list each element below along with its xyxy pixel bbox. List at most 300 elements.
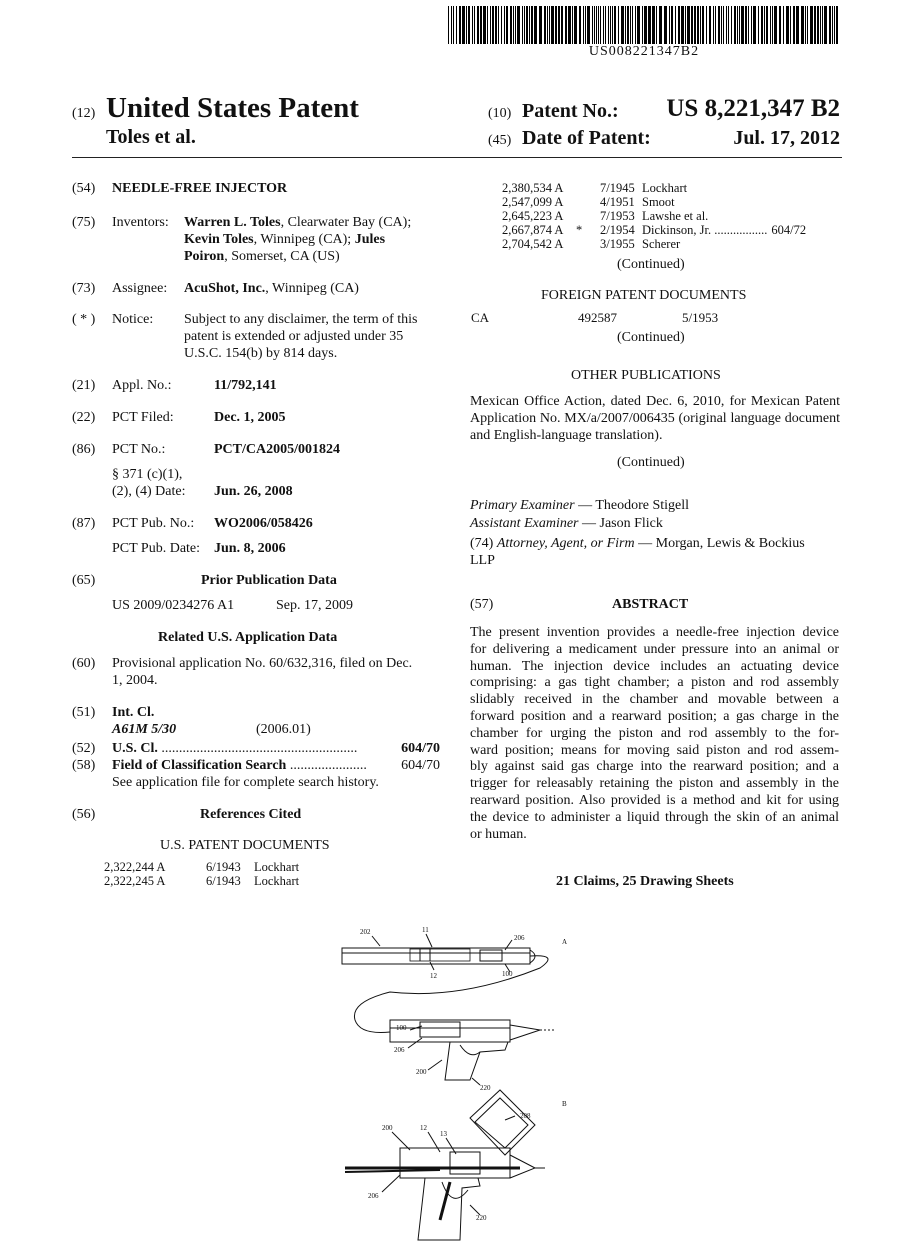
assistant-examiner-name: — Jason Flick [578, 516, 663, 531]
barcode-bar [779, 6, 781, 44]
barcode-bar [551, 6, 554, 44]
barcode-bar [574, 6, 577, 44]
barcode-bar [568, 6, 571, 44]
barcode-bar [642, 6, 643, 44]
barcode-bar [715, 6, 716, 44]
barcode-bar [786, 6, 789, 44]
table-row [104, 874, 303, 888]
us-cl-leader: ........................................................ [161, 741, 358, 756]
ref-label: 13 [440, 1130, 447, 1138]
table-row [502, 209, 810, 223]
barcode-bar [659, 6, 662, 44]
primary-examiner-label: Primary Examiner [470, 498, 575, 513]
inventor-location: , Somerset, CA (US) [224, 249, 340, 264]
inventors-line-2 [184, 232, 385, 248]
us-cl-value: 604/70 [401, 741, 440, 756]
ref-name: Lockhart [254, 874, 300, 888]
abstract-line: for delivering a medicament under pressure into an animal or [470, 641, 839, 657]
barcode-bar [664, 6, 667, 44]
pct-pub-date-value: Jun. 8, 2006 [214, 541, 286, 556]
us-patent-documents-table [104, 860, 303, 888]
barcode-bar [565, 6, 567, 44]
barcode-bar [501, 6, 502, 44]
inventors-label: Inventors: [112, 215, 169, 230]
prior-publication-date: Sep. 17, 2009 [276, 598, 353, 613]
barcode-bar [728, 6, 729, 44]
table-row [502, 237, 810, 251]
ref-star [576, 181, 600, 195]
ref-star [576, 209, 600, 223]
continued-label: (Continued) [617, 257, 685, 272]
barcode-bar [561, 6, 563, 44]
ref-label: 206 [394, 1046, 405, 1054]
barcode-bar [627, 6, 629, 44]
barcode-bar [608, 6, 609, 44]
barcode-bar [612, 6, 613, 44]
abstract-line: bly against said gas charge into the rearward position; and a [470, 759, 839, 775]
barcode-bar [697, 6, 699, 44]
ref-number: 2,645,223 A [502, 209, 564, 223]
barcode-bar [498, 6, 499, 44]
us-cl-row [112, 741, 440, 757]
other-publications-heading: OTHER PUBLICATIONS [571, 368, 721, 383]
barcode-bar [669, 6, 670, 44]
abstract-line: ward position; means for moving said piston and rod assem- [470, 742, 839, 758]
assignee-location: , Winnipeg (CA) [265, 281, 359, 296]
barcode-bar [547, 6, 548, 44]
barcode-bar [572, 6, 573, 44]
patent-no-label: Patent No.: [522, 100, 619, 122]
barcode-number: US008221347B2 [588, 44, 700, 59]
int-cl-class: A61M 5/30 [112, 722, 177, 737]
continued-label: (Continued) [617, 455, 685, 470]
ref-class: 604/72 [771, 223, 807, 237]
barcode-bar [793, 6, 795, 44]
barcode-bar [632, 6, 633, 44]
inventors-line-3 [184, 249, 340, 265]
ref-label: 206 [368, 1192, 379, 1200]
barcode-bar [721, 6, 722, 44]
barcode-bar [522, 6, 523, 44]
us-patent-documents-heading: U.S. PATENT DOCUMENTS [160, 838, 330, 853]
notice-line-2: patent is extended or adjusted under 35 [184, 329, 404, 344]
ref-name: Scherer [642, 237, 681, 251]
references-cited-heading: References Cited [200, 807, 302, 822]
abstract-line: slidably received in the chamber and movable between a [470, 692, 839, 708]
provisional-line-1: Provisional application No. 60/632,316, filed on Dec. [112, 656, 413, 671]
ref-date: 2/1954 [600, 223, 635, 237]
barcode-bar [748, 6, 749, 44]
inventor-name: Jules [354, 232, 386, 247]
kind-code-12: (12) [72, 106, 96, 121]
barcode-bar [605, 6, 606, 44]
ref-name: Lawshe et al. [642, 209, 709, 223]
barcode-bar [451, 6, 452, 44]
foreign-patent-documents-heading: FOREIGN PATENT DOCUMENTS [541, 288, 747, 303]
barcode-bar [625, 6, 626, 44]
barcode-bar [656, 6, 657, 44]
barcode-bar [702, 6, 704, 44]
code-54: (54) [72, 181, 96, 196]
inventors-line-1 [184, 215, 411, 231]
barcode-bar [764, 6, 765, 44]
provisional-line-2: 1, 2004. [112, 673, 158, 688]
code-21: (21) [72, 378, 96, 393]
barcode-bar [726, 6, 727, 44]
assignee-name: AcuShot, Inc. [184, 281, 266, 296]
code-52: (52) [72, 741, 96, 756]
kind-code-45: (45) [488, 133, 512, 148]
abstract-line: the device to administer a liquid through the skin of an animal [470, 809, 839, 825]
assistant-examiner-label: Assistant Examiner [470, 516, 579, 531]
ref-star [576, 195, 600, 209]
inventors-short: Toles et al. [106, 126, 196, 148]
barcode-bar [600, 6, 601, 44]
int-cl-label: Int. Cl. [112, 705, 155, 720]
barcode-bar [822, 6, 823, 44]
barcode-bar [824, 6, 827, 44]
attorney-line-1 [470, 536, 805, 552]
barcode-bar [807, 6, 808, 44]
inventor-location: , Clearwater Bay (CA); [280, 215, 412, 230]
barcode-bar [713, 6, 714, 44]
barcode-bar [585, 6, 586, 44]
barcode-bar [770, 6, 771, 44]
appl-no-value: 11/792,141 [214, 378, 277, 393]
section-371-line-1: § 371 (c)(1), [112, 467, 183, 482]
ref-name: Lockhart [254, 860, 300, 874]
barcode-bar [652, 6, 655, 44]
barcode-bar [796, 6, 799, 44]
code-57: (57) [470, 597, 494, 612]
code-86: (86) [72, 442, 96, 457]
barcode-bar [495, 6, 497, 44]
barcode-bar [596, 6, 597, 44]
inventor-name: Poiron [184, 249, 225, 264]
barcode-bar [618, 6, 619, 44]
barcode-bar [544, 6, 546, 44]
pct-pub-no-label: PCT Pub. No.: [112, 516, 195, 531]
code-87: (87) [72, 516, 96, 531]
ref-label: 220 [480, 1084, 491, 1092]
header-rule [72, 157, 842, 158]
search-field-value: 604/70 [401, 758, 440, 773]
ref-date: 7/1953 [600, 209, 635, 223]
barcode-bar [453, 6, 454, 44]
barcode-bar [510, 6, 512, 44]
barcode-bar [761, 6, 763, 44]
notice-line-1: Subject to any disclaimer, the term of this [184, 312, 418, 327]
barcode [448, 6, 840, 46]
barcode-bar [774, 6, 777, 44]
barcode-bar [671, 6, 673, 44]
pct-pub-no-value: WO2006/058426 [214, 516, 313, 531]
barcode-bar [648, 6, 651, 44]
attorney-line-2: LLP [470, 553, 495, 568]
barcode-bar [745, 6, 747, 44]
date-of-patent: Jul. 17, 2012 [733, 127, 840, 149]
figure-a-label: A [562, 938, 568, 946]
barcode-bar [829, 6, 831, 44]
patent-drawing [330, 920, 590, 1250]
ref-class [771, 237, 810, 251]
barcode-bar [817, 6, 819, 44]
code-75: (75) [72, 215, 96, 230]
search-field-label: Field of Classification Search [112, 758, 287, 773]
table-row [502, 195, 810, 209]
barcode-bar [766, 6, 768, 44]
barcode-bar [614, 6, 616, 44]
barcode-bar [598, 6, 599, 44]
search-field-row [112, 758, 442, 774]
barcode-bar [549, 6, 550, 44]
code-51: (51) [72, 705, 96, 720]
ref-date: 3/1955 [600, 237, 635, 251]
barcode-bar [832, 6, 833, 44]
barcode-bar [685, 6, 686, 44]
barcode-bar [737, 6, 738, 44]
barcode-bar [687, 6, 690, 44]
title-of-invention: NEEDLE-FREE INJECTOR [112, 181, 288, 196]
ref-class [771, 209, 810, 223]
code-60: (60) [72, 656, 96, 671]
barcode-bar [492, 6, 494, 44]
claims-and-sheets: 21 Claims, 25 Drawing Sheets [556, 874, 734, 889]
barcode-bar [751, 6, 752, 44]
barcode-bar [772, 6, 773, 44]
barcode-bar [462, 6, 465, 44]
barcode-bar [534, 6, 537, 44]
barcode-bar [587, 6, 590, 44]
ref-number: 2,380,534 A [502, 181, 564, 195]
ref-name: Dickinson, Jr. ................. [642, 223, 768, 237]
barcode-bar [834, 6, 835, 44]
barcode-bar [490, 6, 491, 44]
pct-no-label: PCT No.: [112, 442, 166, 457]
barcode-bar [526, 6, 528, 44]
search-history-note: See application file for complete search history. [112, 775, 379, 790]
continued-label: (Continued) [617, 330, 685, 345]
assignee-value [184, 281, 359, 297]
barcode-bar [524, 6, 525, 44]
barcode-bar [504, 6, 505, 44]
barcode-bar [741, 6, 744, 44]
search-field-leader: ...................... [289, 758, 367, 773]
barcode-bar [739, 6, 740, 44]
code-58: (58) [72, 758, 96, 773]
notice-line-3: U.S.C. 154(b) by 814 days. [184, 346, 338, 361]
pct-pub-date-label: PCT Pub. Date: [112, 541, 201, 556]
barcode-bar [630, 6, 631, 44]
table-row [104, 860, 303, 874]
barcode-bar [480, 6, 482, 44]
attorney-code: (74) [470, 536, 494, 551]
inventor-name: Warren L. Toles [184, 215, 281, 230]
barcode-bar [731, 6, 732, 44]
abstract-line: comprising: a gas tight chamber; a piston and rod assembly [470, 675, 839, 691]
abstract-heading: ABSTRACT [612, 597, 689, 612]
barcode-bar [513, 6, 514, 44]
section-371-date: Jun. 26, 2008 [214, 484, 293, 499]
other-publication-line-3: and English-language translation). [470, 428, 663, 443]
ref-date: 7/1945 [600, 181, 635, 195]
barcode-bar [753, 6, 756, 44]
ref-date: 4/1951 [600, 195, 635, 209]
barcode-bar [594, 6, 595, 44]
barcode-bar [723, 6, 724, 44]
kind-code-10: (10) [488, 106, 512, 121]
code-22: (22) [72, 410, 96, 425]
barcode-bar [810, 6, 813, 44]
barcode-bar [555, 6, 557, 44]
abstract-line: or human. [470, 826, 527, 842]
barcode-bar [472, 6, 473, 44]
foreign-number: 492587 [578, 310, 617, 325]
code-73: (73) [72, 281, 96, 296]
barcode-bar [790, 6, 791, 44]
barcode-bar [603, 6, 604, 44]
us-cl-label: U.S. Cl. [112, 741, 158, 756]
inventor-name: Kevin Toles [184, 232, 254, 247]
ref-class [771, 195, 810, 209]
abstract-line: rearward position. Also provided is a method and kit for using [470, 792, 839, 808]
us-references-continued-table [502, 181, 810, 251]
barcode-bar [734, 6, 736, 44]
barcode-bar [474, 6, 475, 44]
related-application-heading: Related U.S. Application Data [158, 630, 338, 645]
barcode-bar [820, 6, 821, 44]
barcode-bar [644, 6, 647, 44]
other-publication-line-2: Application No. MX/a/2007/006435 (original language document [470, 411, 840, 426]
barcode-bar [592, 6, 593, 44]
barcode-bar [675, 6, 676, 44]
assistant-examiner [470, 516, 663, 532]
ref-date: 6/1943 [206, 860, 241, 874]
primary-examiner [470, 498, 689, 514]
barcode-bar [718, 6, 720, 44]
patent-type-title: United States Patent [106, 92, 359, 124]
barcode-bar [456, 6, 457, 44]
abstract-line: The present invention provides a needle-free injection device [470, 625, 839, 640]
prior-publication-number: US 2009/0234276 A1 [112, 598, 235, 613]
barcode-bar [678, 6, 680, 44]
barcode-bar [459, 6, 461, 44]
ref-label: 12 [430, 972, 437, 980]
barcode-bar [466, 6, 467, 44]
pct-no-value: PCT/CA2005/001824 [214, 442, 340, 457]
barcode-bar [558, 6, 560, 44]
section-371-line-2: (2), (4) Date: [112, 484, 186, 499]
other-publication-line-1: Mexican Office Action, dated Dec. 6, 2010, for Mexican Patent [470, 394, 840, 409]
ref-number: 2,322,244 A [104, 860, 166, 874]
ref-label: 220 [476, 1214, 487, 1222]
abstract-line: chamber for urging the piston and rod assembly to the for- [470, 725, 839, 741]
ref-star [576, 237, 600, 251]
ref-number: 2,322,245 A [104, 874, 166, 888]
abstract-line: trigger for releasably retaining the piston and assembly in the [470, 776, 839, 792]
assignee-label: Assignee: [112, 281, 168, 296]
ref-class [771, 181, 810, 195]
ref-number: 2,667,874 A [502, 223, 564, 237]
figure-a-drawing [342, 948, 556, 1080]
primary-examiner-name: — Theodore Stigell [574, 498, 690, 513]
table-row [502, 223, 810, 237]
barcode-bar [579, 6, 581, 44]
ref-name: Lockhart [642, 181, 688, 195]
barcode-bar [694, 6, 696, 44]
ref-label: 11 [422, 926, 429, 934]
code-65: (65) [72, 573, 96, 588]
barcode-bar [637, 6, 640, 44]
pct-filed-label: PCT Filed: [112, 410, 174, 425]
attorney-label: Attorney, Agent, or Firm [496, 536, 635, 551]
abstract-body [470, 625, 839, 843]
ref-label: 200 [416, 1068, 427, 1076]
barcode-bar [515, 6, 516, 44]
barcode-bar [758, 6, 759, 44]
barcode-bar [801, 6, 804, 44]
barcode-bar [531, 6, 533, 44]
prior-publication-heading: Prior Publication Data [201, 573, 337, 588]
barcode-bar [709, 6, 711, 44]
barcode-bar [783, 6, 784, 44]
ref-label: 206 [514, 934, 525, 942]
pct-filed-value: Dec. 1, 2005 [214, 410, 286, 425]
ref-label: 208 [520, 1112, 531, 1120]
ref-label: 100 [502, 970, 513, 978]
inventor-location: , Winnipeg (CA); [253, 232, 355, 247]
notice-label: Notice: [112, 312, 154, 327]
ref-number: 2,704,542 A [502, 237, 564, 251]
ref-label: 100 [396, 1024, 407, 1032]
figure-b-drawing [345, 1090, 545, 1240]
barcode-bar [487, 6, 488, 44]
barcode-bar [529, 6, 530, 44]
abstract-line: human. The injection device includes an actuating device [470, 658, 839, 674]
barcode-bar [539, 6, 542, 44]
barcode-bar [506, 6, 508, 44]
ref-date: 6/1943 [206, 874, 241, 888]
ref-label: 202 [360, 928, 371, 936]
barcode-bar [448, 6, 449, 44]
notice-code: ( * ) [72, 312, 96, 327]
appl-no-label: Appl. No.: [112, 378, 172, 393]
barcode-bar [836, 6, 838, 44]
barcode-bar [805, 6, 806, 44]
abstract-line: forward position and a rearward position; a gas charge in the [470, 708, 839, 724]
barcode-bar [610, 6, 611, 44]
barcode-bar [483, 6, 486, 44]
barcode-bar [681, 6, 684, 44]
ref-label: 12 [420, 1124, 427, 1132]
int-cl-year: (2006.01) [256, 722, 311, 737]
table-row [502, 181, 810, 195]
barcode-bar [706, 6, 707, 44]
ref-label: 200 [382, 1124, 393, 1132]
barcode-bar [468, 6, 470, 44]
barcode-bar [477, 6, 479, 44]
date-of-patent-label: Date of Patent: [522, 127, 651, 149]
figure-b-label: B [562, 1100, 567, 1108]
foreign-country: CA [471, 310, 490, 325]
ref-name: Smoot [642, 195, 675, 209]
barcode-bar [635, 6, 636, 44]
barcode-bar [583, 6, 584, 44]
ref-star: * [576, 223, 583, 237]
barcode-bar [700, 6, 701, 44]
foreign-date: 5/1953 [682, 310, 719, 325]
ref-number: 2,547,099 A [502, 195, 564, 209]
